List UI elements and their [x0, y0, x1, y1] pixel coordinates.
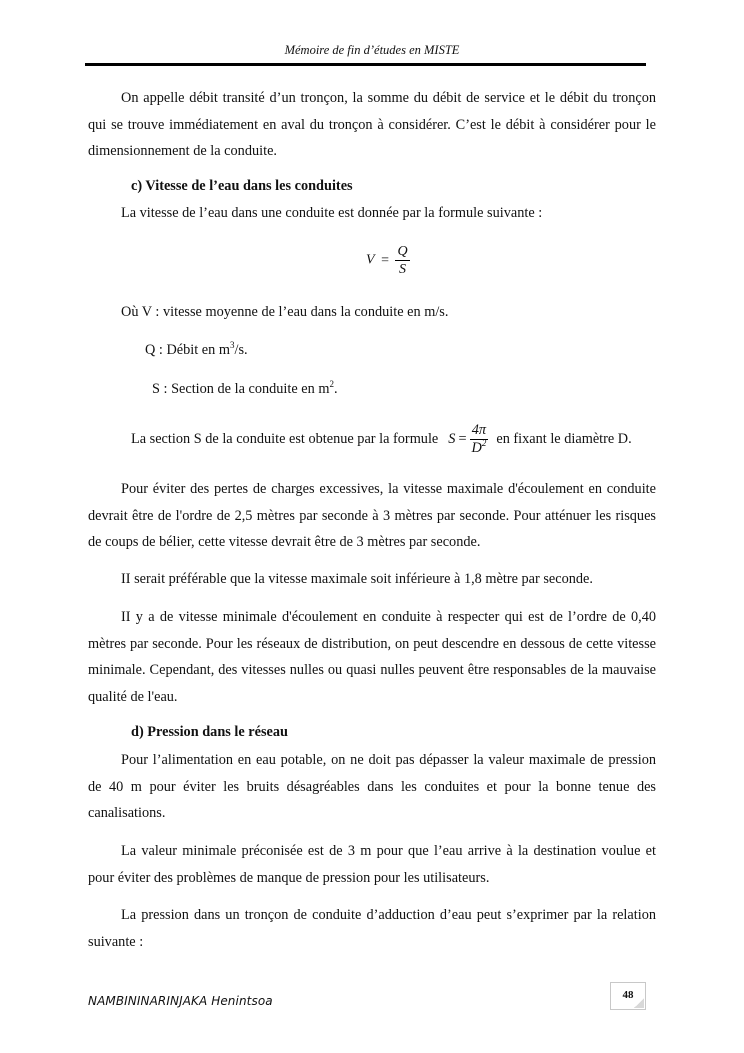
formula-numerator: Q	[397, 244, 408, 259]
formula-denominator: S	[399, 262, 407, 277]
page-number: 48	[610, 982, 646, 1010]
intro-paragraph: On appelle débit transité d’un tronçon, la somme du débit de service et le débit du tronçon qui se trouve immédiatement en aval du tronçon à considérer. C’est le débit à considérer pour le dimensionnement de la conduite.	[88, 90, 656, 159]
def-velocity: Où V : vitesse moyenne de l’eau dans la conduite en m/s.	[121, 304, 449, 320]
pressure-paragraph-1: Pour l’alimentation en eau potable, on ne doit pas dépasser la valeur maximale de pression de 40 m pour éviter les bruits désagréables dans les conduites et pour la bonne tenue des canalisations.	[88, 752, 656, 821]
velocity-paragraph-3: II y a de vitesse minimale d'écoulement en conduite à respecter qui est de l’ordre de 0,40 mètres par seconde. Pour les réseaux de distribution, on peut descendre en dessous de cette vitesse minimale. Cependant, des vitesses nulles ou quasi nulles peuvent être responsables de la mauvaise qualité de l'eau.	[88, 609, 656, 705]
section-formula-pre: La section S de la conduite est obtenue par la formule	[131, 431, 439, 447]
velocity-formula	[366, 243, 410, 278]
section-formula-lhs: S	[448, 431, 456, 447]
page-fold-corner	[634, 998, 644, 1008]
formula-lhs: V	[366, 252, 375, 268]
velocity-paragraph-2: II serait préférable que la vitesse maximale soit inférieure à 1,8 mètre par seconde.	[121, 571, 593, 587]
velocity-paragraph-1: Pour éviter des pertes de charges excessives, la vitesse maximale d'écoulement en conduite devrait être de l'ordre de 2,5 mètres par seconde à 3 mètres par seconde. Pour atténuer les risques de coups de bélier, cette vitesse devrait être de 3 mètres par seconde.	[88, 481, 656, 550]
formula-equals: =	[381, 252, 389, 268]
def-section: S : Section de la conduite en $m^2$.	[152, 379, 338, 397]
section-c-heading: c) Vitesse de l’eau dans les conduites	[131, 178, 353, 194]
page-header: Mémoire de fin d’études en MISTE	[284, 43, 460, 57]
section-formula-post: en fixant le diamètre D.	[496, 431, 632, 447]
pressure-paragraph-2: La valeur minimale préconisée est de 3 m pour que l’eau arrive à la destination voulue et pour éviter des problèmes de manque de pression pour les utilisateurs.	[88, 843, 656, 886]
section-formula-denominator: $D^2$	[471, 438, 487, 456]
section-formula-line	[131, 422, 632, 457]
formula-fraction	[395, 243, 409, 278]
section-formula-numerator: 4π	[470, 422, 489, 440]
pressure-paragraph-3: La pression dans un tronçon de conduite d’adduction d’eau peut s’exprimer par la relation suivante :	[88, 907, 656, 950]
section-formula-equals: =	[458, 431, 467, 447]
section-formula-fraction	[470, 422, 489, 457]
header-rule	[85, 63, 646, 66]
footer-author: NAMBININARINJAKA Henintsoa	[88, 994, 273, 1008]
velocity-lead: La vitesse de l’eau dans une conduite est donnée par la formule suivante :	[121, 205, 543, 221]
section-d-heading: d) Pression dans le réseau	[131, 724, 289, 740]
def-flow: Q : Débit en $m^3/s$.	[145, 340, 248, 358]
